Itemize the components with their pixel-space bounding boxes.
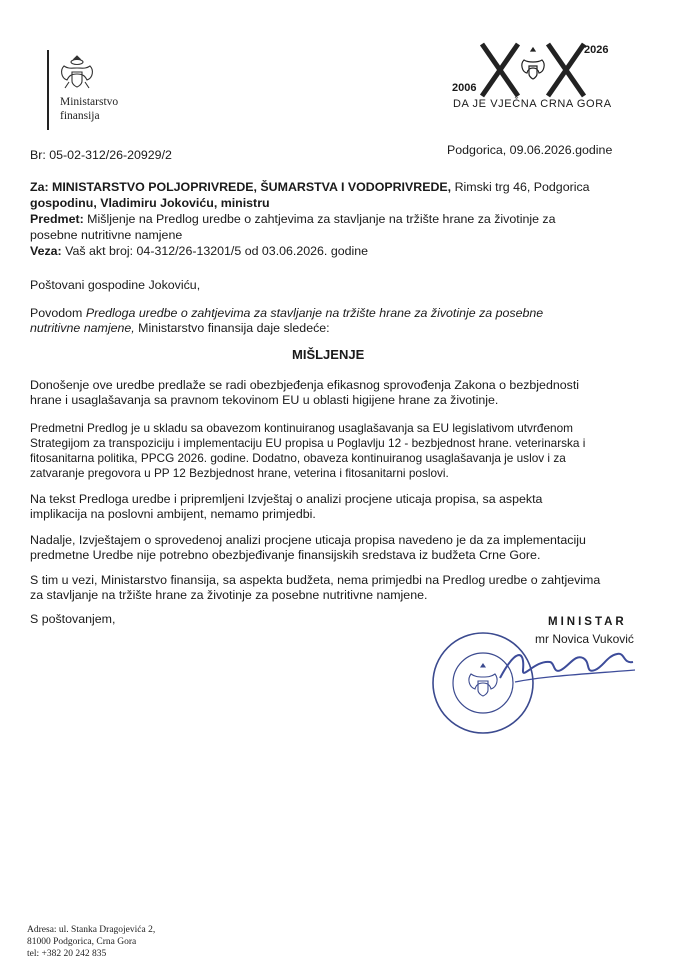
- intro-italic-2: nutritivne namjene,: [30, 321, 135, 335]
- intro-line-2: [30, 321, 330, 336]
- closing: S poštovanjem,: [30, 612, 116, 626]
- to-label: Za:: [30, 180, 49, 194]
- anniversary-year-start: 2006: [452, 82, 477, 94]
- ministry-name-line1: Ministarstvo: [60, 96, 119, 108]
- paragraph-1-line-1: Donošenje ove uredbe predlaže se radi obezbjeđenja efikasnog sprovođenja Zakona o bezbjednosti: [30, 378, 580, 392]
- intro-suffix: Ministarstvo finansija daje sledeće:: [138, 321, 330, 335]
- anniversary-year-end: 2026: [584, 44, 609, 56]
- paragraph-4-line-1: Nadalje, Izvještajem o sprovedenoj analizi procjene uticaja propisa navedeno je da za implementaciju: [30, 533, 586, 547]
- paragraph-5-line-2: za stavljanje na tržište hrane za životinje za posebne nutritivne namjene.: [30, 588, 428, 602]
- paragraph-5-line-1: S tim u vezi, Ministarstvo finansija, sa aspekta budžeta, nema primjedbi na Predlog uredbe o zahtjevima: [30, 573, 601, 587]
- coat-of-arms-icon: [58, 52, 96, 92]
- paragraph-2-line-1: Predmetni Predlog je u skladu sa obavezom kontinuiranog usaglašavanja sa EU legislativom utvrđenom: [30, 421, 573, 435]
- salutation: Poštovani gospodine Jokoviću,: [30, 278, 201, 292]
- footer-line-3: tel: +382 20 242 835: [27, 949, 107, 959]
- paragraph-1-line-2: hrane i usaglašavanja sa pravnom tekovinom EU u oblasti higijene hrane za životinje.: [30, 393, 499, 407]
- subject-label: Predmet:: [30, 212, 84, 226]
- paragraph-2-line-4: zatvaranje pregovora u PP 12 Bezbjednost hrane, veterina i fitosanitarni poslovi.: [30, 466, 449, 480]
- header-divider: [47, 50, 49, 130]
- anniversary-slogan: DA JE VJEČNA CRNA GORA: [453, 98, 612, 110]
- reference-text: Vaš akt broj: 04-312/26-13201/5 od 03.06.2026. godine: [65, 244, 369, 258]
- subject-text-2: posebne nutritivne namjene: [30, 228, 183, 242]
- recipient: gospodinu, Vladimiru Jokoviću, ministru: [30, 196, 270, 210]
- place-date: Podgorica, 09.06.2026.godine: [447, 143, 613, 157]
- footer-line-1: Adresa: ul. Stanka Dragojevića 2,: [27, 925, 156, 935]
- subject-line: [30, 212, 556, 227]
- to-institution: MINISTARSTVO POLJOPRIVREDE, ŠUMARSTVA I VODOPRIVREDE,: [52, 180, 452, 194]
- signature-title: MINISTAR: [548, 616, 627, 628]
- to-address: Rimski trg 46, Podgorica: [454, 180, 590, 194]
- reference-label: Veza:: [30, 244, 62, 258]
- anniversary-logo-icon: [478, 40, 588, 100]
- to-line: [30, 180, 590, 195]
- paragraph-3-line-1: Na tekst Predloga uredbe i pripremljeni Izvještaj o analizi procjene uticaja propisa, sa aspekta: [30, 492, 543, 506]
- paragraph-4-line-2: predmetne Uredbe nije potrebno obezbjeđivanje finansijskih sredstava iz budžeta Crne Gore.: [30, 548, 541, 562]
- intro-line-1: [30, 306, 543, 321]
- signature-name: mr Novica Vuković: [535, 632, 634, 646]
- subject-text-1: Mišljenje na Predlog uredbe o zahtjevima za stavljanje na tržište hrane za životinje za: [87, 212, 556, 226]
- footer-address: [27, 924, 155, 960]
- handwritten-signature: [495, 640, 645, 690]
- reference-line: [30, 244, 368, 259]
- paragraph-2-line-3: fitosanitarna politika, PPCG 2026. godine. Dodatno, obaveza kontinuiranog usaglašavanja je uslov i za: [30, 451, 566, 465]
- intro-prefix: Povodom: [30, 306, 83, 320]
- opinion-heading: MIŠLJENJE: [292, 347, 365, 362]
- ministry-name-line2: finansija: [60, 110, 100, 122]
- paragraph-3-line-2: implikacija na poslovni ambijent, nemamo primjedbi.: [30, 507, 316, 521]
- footer-line-2: 81000 Podgorica, Crna Gora: [27, 937, 137, 947]
- stamp-coat-of-arms-icon: [469, 664, 497, 696]
- intro-italic-1: Predloga uredbe o zahtjevima za stavljanje na tržište hrane za životinje za posebne: [85, 306, 544, 320]
- reference-number: Br: 05-02-312/26-20929/2: [30, 148, 172, 162]
- ministry-name: [60, 95, 118, 123]
- paragraph-2-line-2: Strategijom za transpoziciju i implementaciju EU propisa u Poglavlju 12 - bezbjednost hrane. veterinarska i: [30, 436, 586, 450]
